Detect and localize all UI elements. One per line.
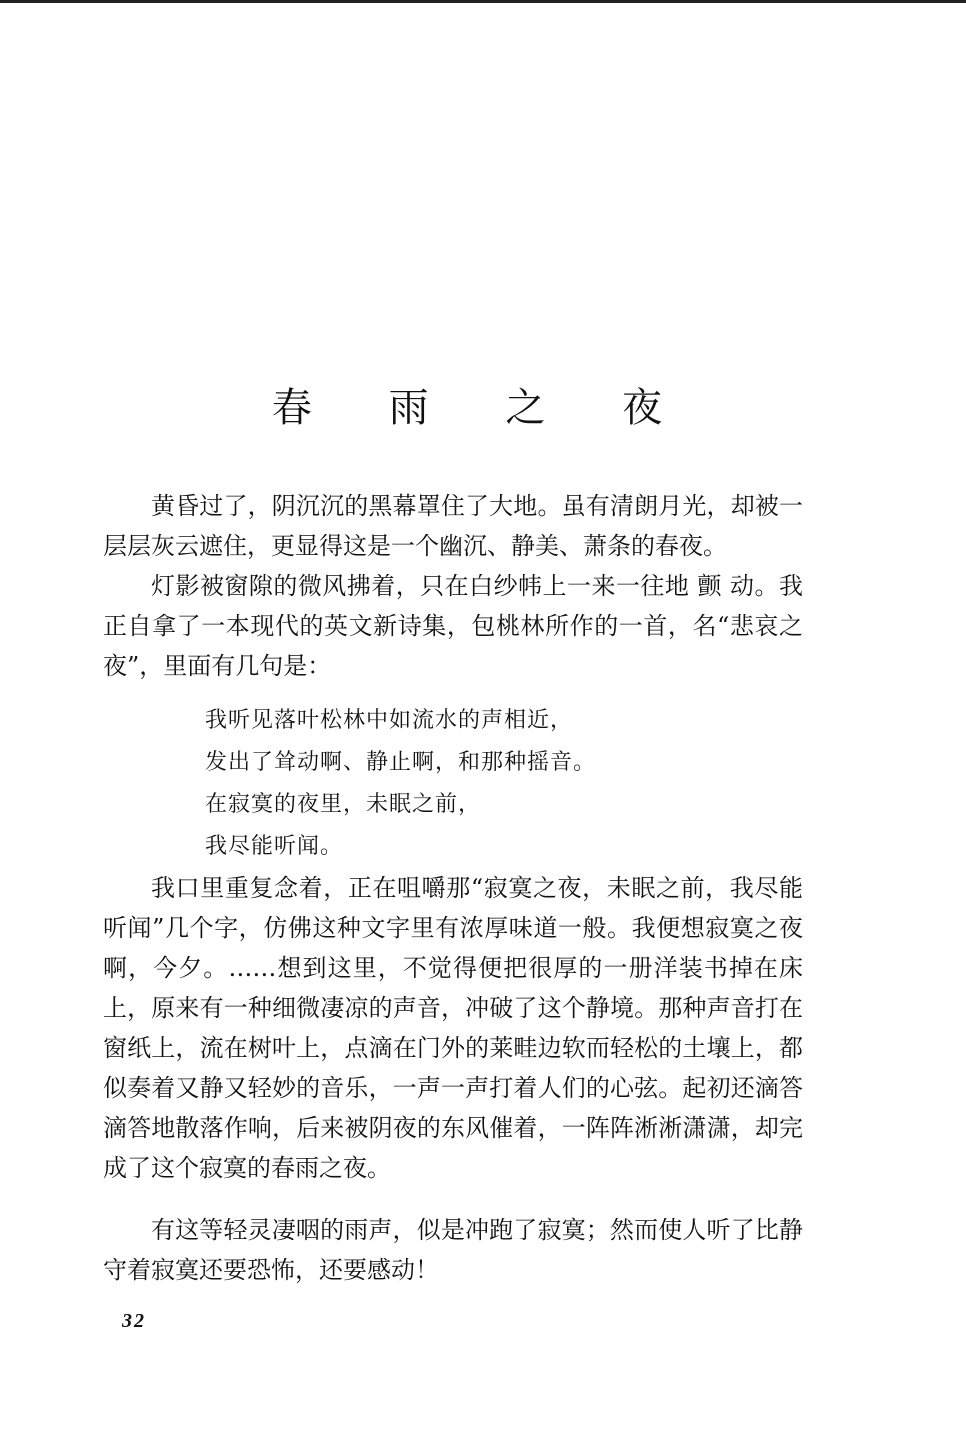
paragraph-1: 黄昏过了，阴沉沉的黑幕罩住了大地。虽有清朗月光，却被一层层灰云遮住，更显得这是一个幽沉、静美、萧条的春夜。 xyxy=(103,492,803,560)
poem-line: 发出了耸动啊、静止啊，和那种摇音。 xyxy=(205,750,597,775)
poem-line: 在寂寞的夜里，未眠之前， xyxy=(205,792,482,817)
paragraph-3: 我口里重复念着，正在咀嚼那“寂寞之夜，未眠之前，我尽能听闻”几个字，仿佛这种文字里有浓厚味道一般。我便想寂寞之夜啊，今夕。……想到这里，不觉得便把很厚的一册洋装书掉在床上，原来有一种细微凄凉的声音，冲破了这个静境。那种声音打在窗纸上，流在树叶上，点滴在门外的莱畦边软而轻松的土壤上，都似奏着又静又轻妙的音乐，一声一声打着人们的心弦。起初还滴答滴答地散落作响，后来被阴夜的东风催着，一阵阵淅淅潇潇，却完成了这个寂寞的春雨之夜。 xyxy=(103,874,803,1182)
top-rule xyxy=(0,0,966,3)
paragraph-2: 灯影被窗隙的微风拂着，只在白纱帏上一来一往地 颤 动。我正自拿了一本现代的英文新诗集，包桃林所作的一首，名“悲哀之夜”，里面有几句是： xyxy=(103,572,803,680)
poem-line: 我听见落叶松林中如流水的声相近， xyxy=(205,708,574,733)
poem-quote xyxy=(205,700,596,868)
page-number: 32 xyxy=(122,1310,146,1332)
paragraph-4: 有这等轻灵凄咽的雨声，似是冲跑了寂寞；然而使人听了比静守着寂寞还要恐怖，还要感动！ xyxy=(103,1216,803,1284)
page-title: 春 雨 之 夜 xyxy=(271,385,695,431)
poem-line: 我尽能听闻。 xyxy=(205,834,344,859)
